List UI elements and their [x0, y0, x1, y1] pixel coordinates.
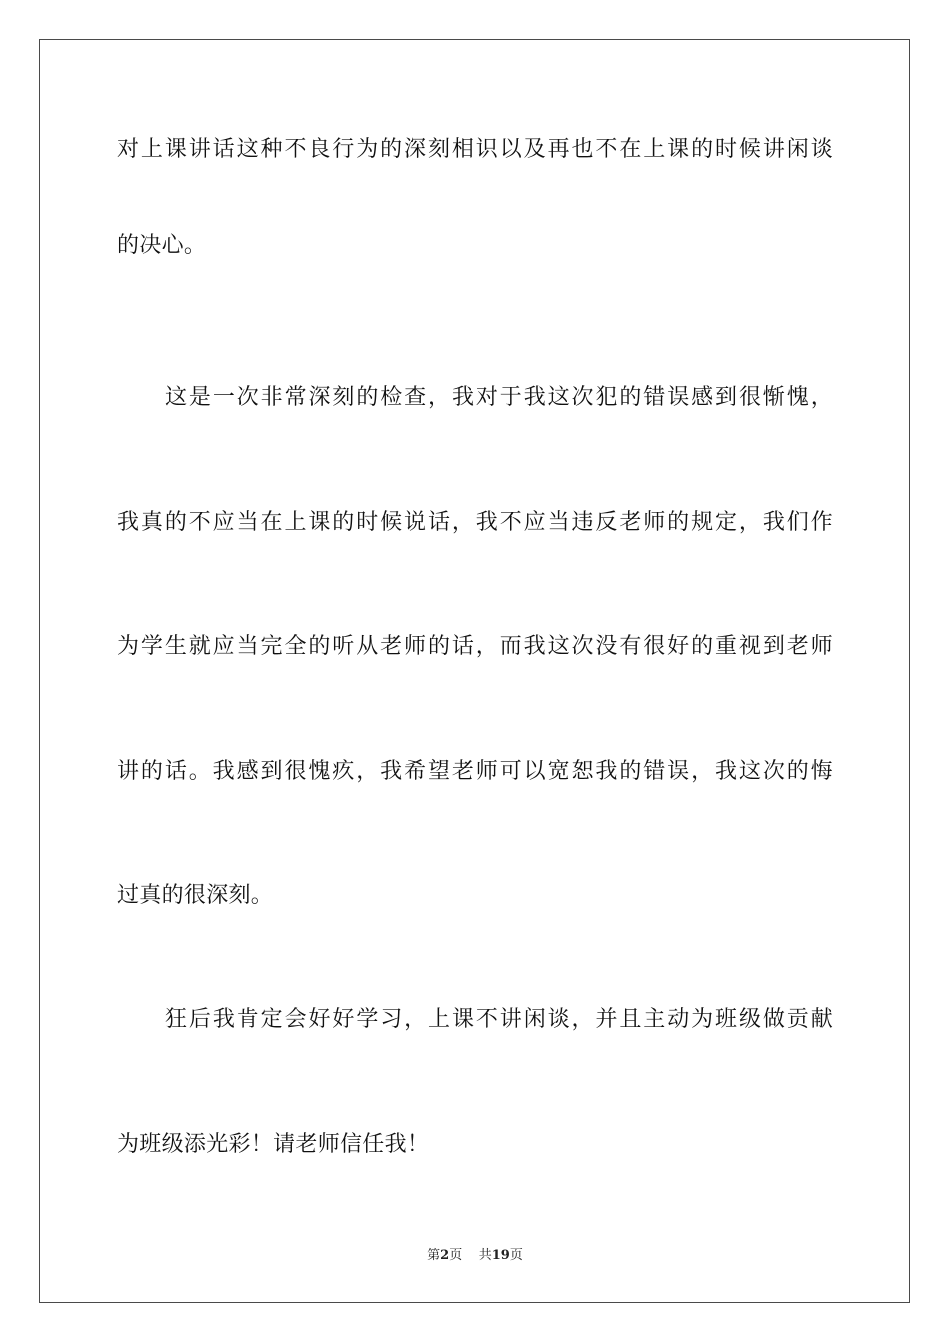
page-footer — [0, 1247, 950, 1265]
body-line-5: 为学生就应当完全的听从老师的话，而我这次没有很好的重视到老师 — [117, 634, 833, 659]
body-line-8: 狂后我肯定会好好学习，上课不讲闲谈，并且主动为班级做贡献 — [165, 1007, 833, 1032]
body-line-4: 我真的不应当在上课的时候说话，我不应当违反老师的规定，我们作 — [117, 510, 833, 535]
body-line-6: 讲的话。我感到很愧疚，我希望老师可以宽恕我的错误，我这次的悔 — [117, 759, 833, 784]
footer-page-suffix: 页 — [449, 1248, 463, 1263]
footer-page-prefix: 第 — [427, 1248, 441, 1263]
footer-total-suffix: 页 — [509, 1248, 523, 1263]
footer-page-number: 2 — [440, 1248, 450, 1263]
body-line-3: 这是一次非常深刻的检查，我对于我这次犯的错误感到很惭愧， — [165, 385, 833, 410]
footer-total-pages: 19 — [491, 1248, 510, 1263]
footer-total-prefix: 共 — [478, 1248, 492, 1263]
body-line-2: 的决心。 — [117, 233, 207, 258]
body-line-1: 对上课讲话这种不良行为的深刻相识以及再也不在上课的时候讲闲谈 — [117, 137, 833, 162]
body-line-7: 过真的很深刻。 — [117, 883, 274, 908]
page-border — [39, 39, 910, 1303]
body-line-9: 为班级添光彩！请老师信任我！ — [117, 1132, 430, 1157]
